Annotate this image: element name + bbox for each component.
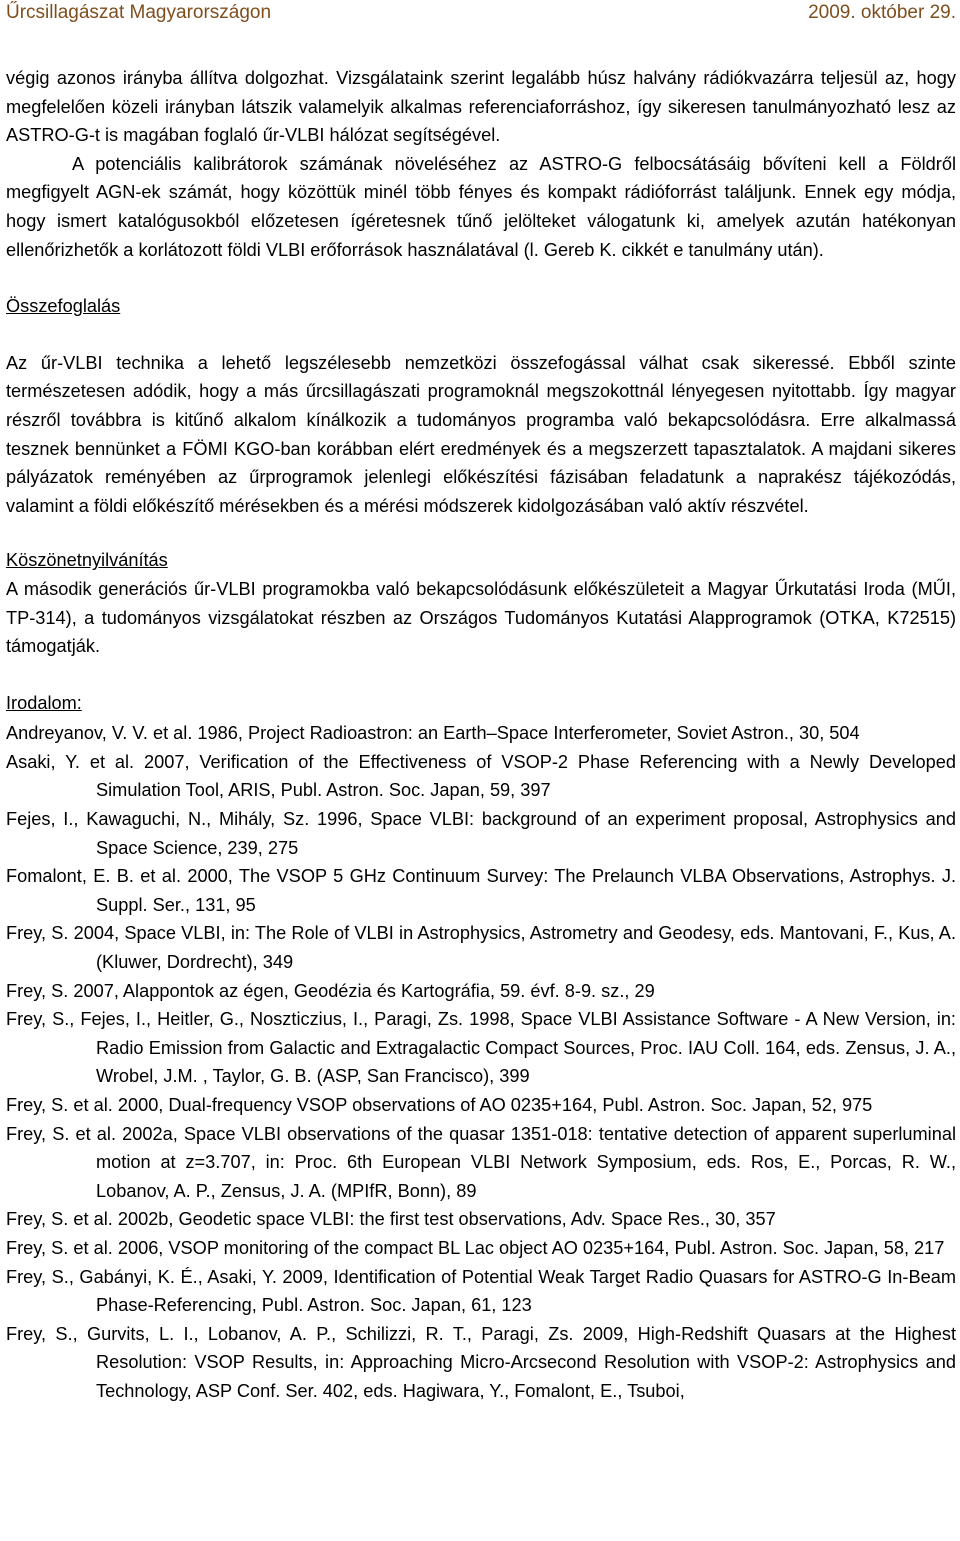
section-title-summary: Összefoglalás	[6, 296, 121, 317]
spacer	[6, 520, 956, 546]
spacer	[6, 264, 956, 292]
reference-item: Frey, S. et al. 2002a, Space VLBI observations of the quasar 1351-018: tentative detection of apparent superluminal motion at z=3.707, in: Proc. 6th European VLBI Network Symposium, eds. Ros, E., Porcas, R. W., Lobanov, A. P., Zensus, J. A. (MPIfR, Bonn), 89	[6, 1123, 956, 1201]
reference-item: Andreyanov, V. V. et al. 1986, Project Radioastron: an Earth–Space Interferometer, Soviet Astron., 30, 504	[6, 723, 860, 744]
reference-item: Fejes, I., Kawaguchi, N., Mihály, Sz. 1996, Space VLBI: background of an experiment proposal, Astrophysics and Space Science, 239, 275	[6, 809, 956, 858]
reference-item: Frey, S., Gurvits, L. I., Lobanov, A. P., Schilizzi, R. T., Paragi, Zs. 2009, High-Redshift Quasars at the Highest Resolution: VSOP Results, in: Approaching Micro-Arcsecond Resolution with VSOP-2: Astrophysics and Technology, ASP Conf. Ser. 402, eds. Hagiwara, Y., Fomalont, E., Tsuboi,	[6, 1323, 956, 1401]
reference-item: Frey, S. et al. 2000, Dual-frequency VSOP observations of AO 0235+164, Publ. Astron. Soc. Japan, 52, 975	[6, 1095, 873, 1115]
reference-item: Frey, S. et al. 2002b, Geodetic space VLBI: the first test observations, Adv. Space Res., 30, 357	[6, 1209, 776, 1230]
spacer	[6, 321, 956, 349]
paragraph-acknowledgements: A második generációs űr-VLBI programokba való bekapcsolódásunk előkészületeit a Magyar Űrkutatási Iroda (MŰI, TP-314), a tudományos vizsgálatokat részben az Országos Tudományos Kutatási Alapprogramok (OTKA, K72515) támogatják.	[6, 578, 956, 657]
reference-item: Frey, S. et al. 2006, VSOP monitoring of the compact BL Lac object AO 0235+164, Publ. Astron. Soc. Japan, 58, 217	[6, 1237, 945, 1258]
reference-item: Frey, S., Fejes, I., Heitler, G., Noszticzius, I., Paragi, Zs. 1998, Space VLBI Assistance Software - A New Version, in: Radio Emission from Galactic and Extragalactic Compact Sources, Proc. IAU Coll. 164, eds. Zensus, J. A., Wrobel, J.M. , Taylor, G. B. (ASP, San Francisco), 399	[6, 1009, 956, 1087]
header-title: Űrcsillagászat Magyarországon	[6, 2, 272, 23]
section-title-acknowledgements: Köszönetnyilvánítás	[6, 550, 168, 571]
paragraph-summary: Az űr-VLBI technika a lehető legszélesebb nemzetközi összefogással válhat csak sikeressé. Ebből szinte természetesen adódik, hogy a más űrcsillagászati programoknál megszokottnál lényegesen nyitottabb. Így magyar részről továbbra is kitűnő alkalom kínálkozik a tudományos programba való bekapcsolódásra. Erre alkalmassá tesznek bennünket a FÖMI KGO-ban korábban elért eredmények és a megszerzett tapasztalatok. A majdani sikeres pályázatok reményében az űrprogramok jelenlegi előkészítési fázisában feladatunk a naprakész tájékozódás, valamint a földi előkészítő mérésekben és a mérési módszerek kidolgozásában való aktív részvétel.	[6, 352, 956, 516]
reference-item: Asaki, Y. et al. 2007, Verification of the Effectiveness of VSOP-2 Phase Referencing with a Newly Developed Simulation Tool, ARIS, Publ. Astron. Soc. Japan, 59, 397	[6, 751, 956, 801]
reference-item: Frey, S., Gabányi, K. É., Asaki, Y. 2009, Identification of Potential Weak Target Radio Quasars for ASTRO-G In-Beam Phase-Referencing, Publ. Astron. Soc. Japan, 61, 123	[6, 1266, 956, 1316]
reference-item: Fomalont, E. B. et al. 2000, The VSOP 5 GHz Continuum Survey: The Prelaunch VLBA Observations, Astrophys. J. Suppl. Ser., 131, 95	[6, 866, 956, 915]
reference-list	[6, 719, 956, 1405]
spacer	[6, 661, 956, 689]
section-title-references: Irodalom:	[6, 692, 82, 713]
reference-item: Frey, S. 2004, Space VLBI, in: The Role of VLBI in Astrophysics, Astrometry and Geodesy, eds. Mantovani, F., Kus, A. (Kluwer, Dordrecht), 349	[6, 923, 956, 973]
paragraph-calibrators: A potenciális kalibrátorok számának növeléséhez az ASTRO-G felbocsátásáig bővíteni kell a Földről megfigyelt AGN-ek számát, hogy közöttük minél több fényes és kompakt rádióforrást találjunk. Ennek egy módja, hogy ismert katalógusokból előzetesen ígéretesnek tűnő jelölteket válogatunk ki, amelyek azután hatékonyan ellenőrizhetők a korlátozott földi VLBI erőforrások használatával (l. Gereb K. cikkét e tanulmány után).	[6, 153, 956, 260]
page-header	[6, 2, 956, 28]
header-date: 2009. október 29.	[808, 2, 956, 23]
reference-item: Frey, S. 2007, Alappontok az égen, Geodézia és Kartográfia, 59. évf. 8-9. sz., 29	[6, 980, 655, 1001]
page-content	[6, 64, 956, 1406]
paragraph-intro: végig azonos irányba állítva dolgozhat. Vizsgálataink szerint legalább húsz halvány rádiókvazárra teljesül az, hogy megfelelően közeli irányban látszik valamelyik alkalmas referenciaforráshoz, így sikeresen tanulmányozható lesz az ASTRO-G-t is magában foglaló űr-VLBI hálózat segítségével.	[6, 68, 956, 146]
